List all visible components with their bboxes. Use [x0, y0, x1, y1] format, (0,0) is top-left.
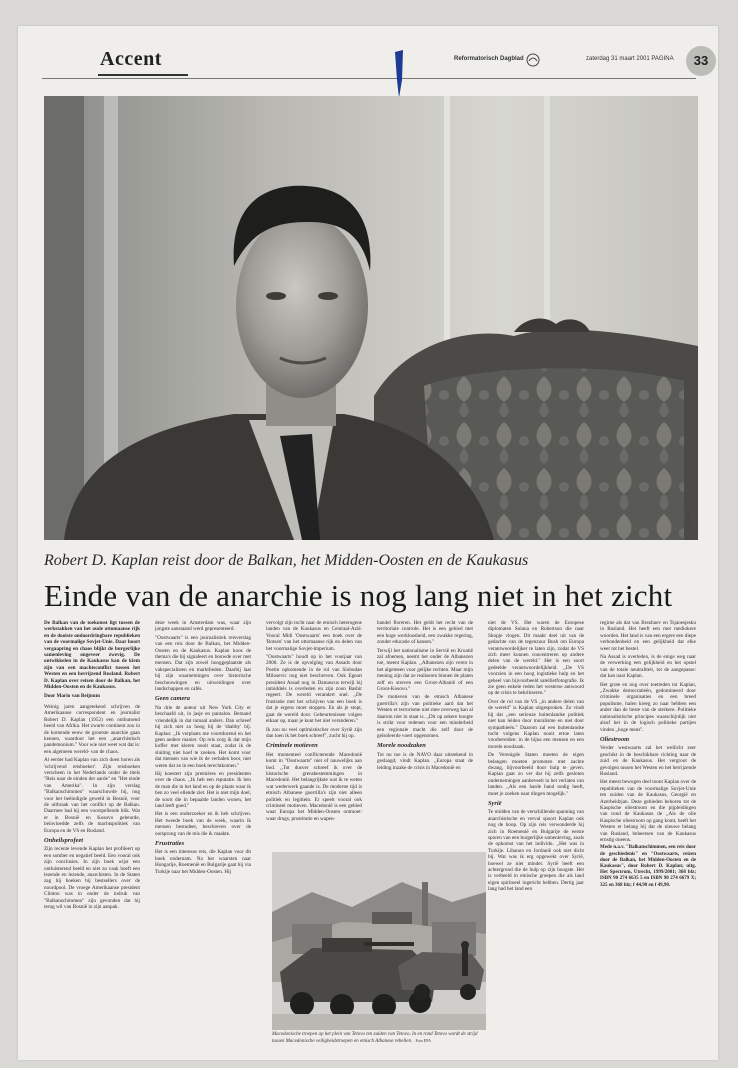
- paragraph: "Oostwaarts" houdt op in het voorjaar van 2000. Ze is de opvolging van Assads door Poetin opkomende in de rol van Slobodan Milosevic nog niet beschreven. Ook Egeart president Assad nog in Damascus terwijl hij inmiddels is overleden en zijn zoon Bashir regeert. De wereld verandert snel. ,,De frustratie met het schrijven van een boek is dat je ergens moet stoppen. En als je stopt, gaat de wereld door. Gebeurtenissen volgen elkaar op, maar je kunt het niet veranderen.": [266, 654, 362, 725]
- column-5: [488, 620, 584, 895]
- ink-mark: [394, 50, 404, 100]
- column-1: [44, 620, 140, 912]
- paragraph: Het is een interesse reis, die Kaplan voor dit boek ondernam. Na het waarsten naar Hongarije, Roemenië en Bulgarije gaat hij via Turkije naar het Midden-Oosten. Hij: [155, 849, 251, 875]
- newspaper-logo-icon: [525, 52, 541, 68]
- page-header: [18, 42, 718, 72]
- paragraph: vervolgt zijn tocht naar de etnisch heterogene landen van de Kaukasus en Centraal-Azië. Vooral Midi 'Oostwaarts' een boek over de 'Rotsen' van het ottomaanse rijk en delen van het voormalige Sovjet-imperium.: [266, 620, 362, 652]
- newspaper-page: [18, 26, 718, 1060]
- tanks-photo: [272, 852, 486, 1030]
- paragraph: Zijn recente levende Kaplan het profileert op een somber en negatief beeld. Een vooral ook zijn conclusies. In zijn boek wijst een ontluisterend beeld en niet zo vaak hoeft een lezende en lezende, anarchisten. In de Staten zag hij boeken bij bestsellers over de noordpool. De vroege Amerikaanse president Clinton was in onder de indruk van "Balkanschimmen" zijn gevonden dat hij terug wil van Bosnië in zijn aanpak.: [44, 846, 140, 911]
- article-kicker: Robert D. Kaplan reist door de Balkan, het Midden-Oosten en de Kaukasus: [44, 552, 529, 569]
- section-title: Accent: [100, 48, 162, 70]
- book-footnote: Mede n.a.v. "Balkanschimmen, een reis door de geschiedenis" en "Oostwaarts, reizen door de Balkan, het Midden-Oosten en de Kaukasus", door Robert D. Kaplan; uitg. Het Spectrum, Utrecht, 1999/2001; 368 blz; ISBN 90 274 6635 5 en ISBN 90 274 6679 X; 325 en 368 blz; f 44,90 en f 49,90.: [600, 845, 696, 888]
- subheading: Onheilsprofeet: [44, 837, 84, 844]
- paragraph: deze week in Amsterdam was, waar zijn jongste aanstaand werd gepresenteerd.: [155, 620, 251, 633]
- paragraph: Het is een onderzoeker en ik heb schrijven. Het tweede boek van de week, waarin ik mensen bestudeer, beschreven over de oorsprong van de reis die ik maakte.: [155, 811, 251, 837]
- article-headline: Einde van de anarchie is nog lang niet in het zicht: [44, 578, 673, 613]
- subheading: Geen camera: [155, 695, 190, 703]
- paragraph: Te midden van de verschillende spanning van anarchistische en verval spoort Kaplan ook nog de hoop. Op zijn reis verwonderde hij zich in Roemenië en Bulgarije de eerste sporen van een burgerlijke samenleving, zoals de opkomst van het individu. ,,Het was in Turkije. Libanon en Jordanië ook niet dicht bij. Wat was ik erg opgewekt over Syrië, hoewel ze niet minder. Syrië heeft een achtergrond die de hulp op zijn hoogste. Het is verbeeld in etnische groepen die als land eigen spiritueel ingericht hebben. Dertig jaar lang had het land een: [488, 809, 584, 893]
- paragraph: De motieven van de etnisch Albanese guerrilla's zijn van politieke aard dat het Westen er terrorisme niet mee overweg kan al daarom niet in staat is. ,,Dit op zekere hoogte is strikt voor redenen voor een minderheid een regionale macht die zelf door de geïsoleerde voert opgenomen.: [377, 694, 473, 739]
- column-6: [600, 620, 696, 891]
- paragraph: Hij koestert zijn premières en presidenten over de chaos. ,,Ik heb een reputatie. Ik ben de man die in het land en op de plaats waar ik ben zo veel ellende ziet. Het is niet mijn doel, de soort die in bepaalde landen wonen, het land leeft goed.": [155, 770, 251, 809]
- paragraph: Over de rol van de VS ,,in andere delen van de wereld" is Kaplan uitgesproken. Zo vindt hij dat ,,een serieuze buitenlandse politiek niet kan leiden door moralisme en niet door sympathieën." Daarom zal een buitenlandse tocht volgens Kaplan nooit ertoe laten voorbereiden: in de bijna een mensen en een morele noodzaak.: [488, 698, 584, 750]
- paragraph: Het momenteel conflicterende Macedonië komt in "Oostwaarts" niet of nauwelijks aan bod. ,,Tot dusver schreef ik over de historische grensbestemmingen in Macedonië. Het belangrijkste wat ik te weten wat wederwerk gaande is. De moderne tijd is etnisch Albanese guerrilla's zijn niet alleen politiek en legitiem. Er speelt vooral ook crimineel motieven. Macedonië is een gebied waar Europa het Midden-Oosten ontmoet: waar drugs, prostitutie en wapen-: [266, 751, 362, 822]
- page-number: 33: [686, 46, 716, 76]
- paragraph: "Oostwaarts" is een journalistiek reisverslag van een reis door de Balkan, het Midden-Oosten en de Kaukasus. Kaplan koos de thema's die hij signaleert en bouwde over met mensen. Dat zijn zowel hooggeplaatste als vakspecialisten en marktlieden. Daarbij laat hij zijn waarnemingen over historische beschouwingen en uitweidingen over landschappen en cafés.: [155, 634, 251, 693]
- subheading: Criminele motieven: [266, 742, 318, 750]
- article-intro: De Balkan van de toekomst ligt tussen de werkstakken van het oude ottomaanse rijk en de dooiste ondoordringbare republieken van de voormalige Sovjet-Unie. Daar hoort vergaapring en chaos blijkt de burgerlijke samenleving ongeveer zwevig. De ontwikkelen in de Kaukasus kan de kiem zijn van een machtsconflict tussen het Westen en een herrijzend Rusland. Robert D. Kaplan over reizen door de Balkan, het Midden-Oosten en de Kaukasus.: [44, 620, 140, 691]
- paragraph: niet de VS. Het waren de Europese diplomaten Solana en Robertson die naar Skopje vlogen. Dit maakt deel uit van de gedachte van de tegenzuur Bush om Europa verantwoordelijker te laten zijn, zodat de VS zich meer kunnen concentreren op andere delen van de wereld." Het is een soort gedeelde verantwoordelijkheid. ,,De VS voorzien in een hoog logistieke hulp en het geheel van bijvoorbeeld satellietfotografie. Ik zie geen enkele reden het westerse antwoord op de crisis te bekritiseren.": [488, 620, 584, 697]
- article-body: [44, 620, 698, 1050]
- paragraph: Ik zou nu veel optimistischer over Syrië zijn dan toen ik het boek schreef", zucht hij op.: [266, 726, 362, 739]
- column-3: [266, 620, 362, 824]
- column-2: [155, 620, 251, 877]
- header-rule: [42, 78, 696, 79]
- paragraph: Verder westwaarts zal het wellicht zeer geschikt in de beschikbare richting naar de zuid en de Kaukasus. Het vergroot de gevolgen tussen het Westen en het herrijzende Rusland.: [600, 745, 696, 777]
- subheading: Morele noodzaken: [377, 742, 426, 750]
- photo-caption: [272, 1032, 486, 1045]
- caption-text: Macedonische troepen op het plein van Tetovo ten zuiden van Tetovo. In en rond Tetovo wordt de strijd tussen Macedonische veiligheidstroepen en etnisch Albanese rebellen.: [272, 1032, 478, 1044]
- paragraph: Na drie de auteur uit New York City er beschaafd uit, in jasje en pantalon. Bemand vriendelijk in dat tomaal anders. Dan schreef hij zich niet zo hoog bij de 'shabby' bij. Kaplan: ,,Ik verplaats me voortdurend en het geen andere manier. Op reis zorg ik dat mijn koffer met kleren nooit staat, zodat ik de sluiting niet hoef te zoeken. Het komt voor dat mensen van wie ik de verhalen hoor, niet weten dat ze in een boek terechtkomen.": [155, 704, 251, 769]
- paragraph: Na Assad is overleden, is de enige weg naar de verwerking een gelijkheid en het opstel van de totale neutraliteit, tot de aangepasse: dat kan naar Kaplan.: [600, 654, 696, 680]
- paragraph: Al eerder had Kaplan van zich doen horen als 'schrijvend reisboeker'. Zijn reisboeken verscheen in het Nederlands onder de titels "Reis naar de einden der aarde" en "Het einde van Amerika". In zijn verslag "Balkanschimmen" waarschuwde hij, nog voor het beëindigde geweld in Bosnië, voor de uitbraak van het conflict op de Balkan. Daarmee had hij een voorspellende blik. Wat er in Bosnië en Kosovo gebeurde, beïnvloedde zelfs de machtspolitiek van Europa en de VS en Rusland.: [44, 757, 140, 834]
- paragraph: Het meest bewogen deel toont Kaplan over de republieken van de voormalige Sovjet-Unie ten zuiden van de Kaukasus, Georgië en Azerbeidzjan. Deze gebieden behoren tot de Kaspische oliestroom en die pijpleidingen van rond de Kaukasus de ,,Als de olie Kaspische oliestroom op gang komt, heeft het Westen er belang bij dat de nieuwe belang van Rusland, beheersen van de Kaukasus ernstig oneens.: [600, 779, 696, 843]
- paragraph: Tot nu toe is de NAVO daar uitstekend in geslaagd, vindt Kaplan. ,,Europa staat de leiding inzake de crisis in Macedonië en: [377, 751, 473, 771]
- byline: Door Mario van Beijnum: [44, 693, 100, 700]
- column-4: [377, 620, 473, 773]
- newspaper-name: Reformatorisch Dagblad: [454, 56, 524, 62]
- paragraph: regime als dat van Brezhnev en Tsjaoesjesku in Rusland. Het heeft een met mediokere woorden. Het land is van een ergere een diepe verbondenheid en een gelijkheid dat elke weer tot het bestel.: [600, 620, 696, 652]
- subheading: Syrië: [488, 799, 502, 807]
- paragraph: handel floreren. Het geldt het recht van de territoriale controle. Het is een gebied met een hoge werkloosheid, een zwakke regering, zonder educatie of kansen.": [377, 620, 473, 646]
- portrait-photo: [44, 96, 698, 540]
- paragraph: Terwijl het nationalisme in Servië en Kroatië zal afnemen, neemt het onder de Albanezen toe, meent Kaplan. ,,Albanezen zijn veren in het algemeen voor gelijke rechten. Maar mijn mening zijn dat ze realiseren binnen de platen zelf en streven een Groot-Albanië of een Groot-Kosovo.": [377, 647, 473, 693]
- issue-date: zaterdag 31 maart 2001 PAGINA: [586, 56, 674, 62]
- caption-credit: Foto EPA: [415, 1038, 431, 1043]
- photo-credit: Foto RD: [686, 507, 692, 526]
- paragraph: Het grote en nog over toetreden tot Kaplan, ,,Zwakke democratieën, gedomineerd door criminele organisaties en een breed populisme, halen kreeg zo naar hebben een ander dan de beste van de sterkere. Politieke nationalistische principes waarschijnlijk niet alsof het in de logisch politieke partijen vinden ,,hoge mens''.: [600, 681, 696, 733]
- subheading: Frustraties: [155, 840, 185, 847]
- section-rule: [98, 74, 188, 76]
- paragraph: De Verenigde Staten moeten de eigen belangen moeten promoten met zachte dwang, bijvoorbeeld door hulp te geven. Kaplan gaat zo ver dat hij zelfs gesloten ondernemingen aanbeveelt in het verlaten van landen. ,,Als een harde hand nodig heeft, moet je zoeken naar dingen mogelijk.": [488, 752, 584, 797]
- paragraph: Weinig jaren aangetekend schrijven de Amerikaanse correspondent en journalist Robert D. Kaplan (1952) een onthutsend beeld van Afrika. Het zwarte continent zou in de komende eeuw de grootste anarchie gaan kennen, waardoor het een ,,anarchistisch pandemonium." Voor wie niet weet wat dat is: een algemeen wereld- van de chaos.: [44, 703, 140, 755]
- subheading: Oliestroom: [600, 735, 630, 743]
